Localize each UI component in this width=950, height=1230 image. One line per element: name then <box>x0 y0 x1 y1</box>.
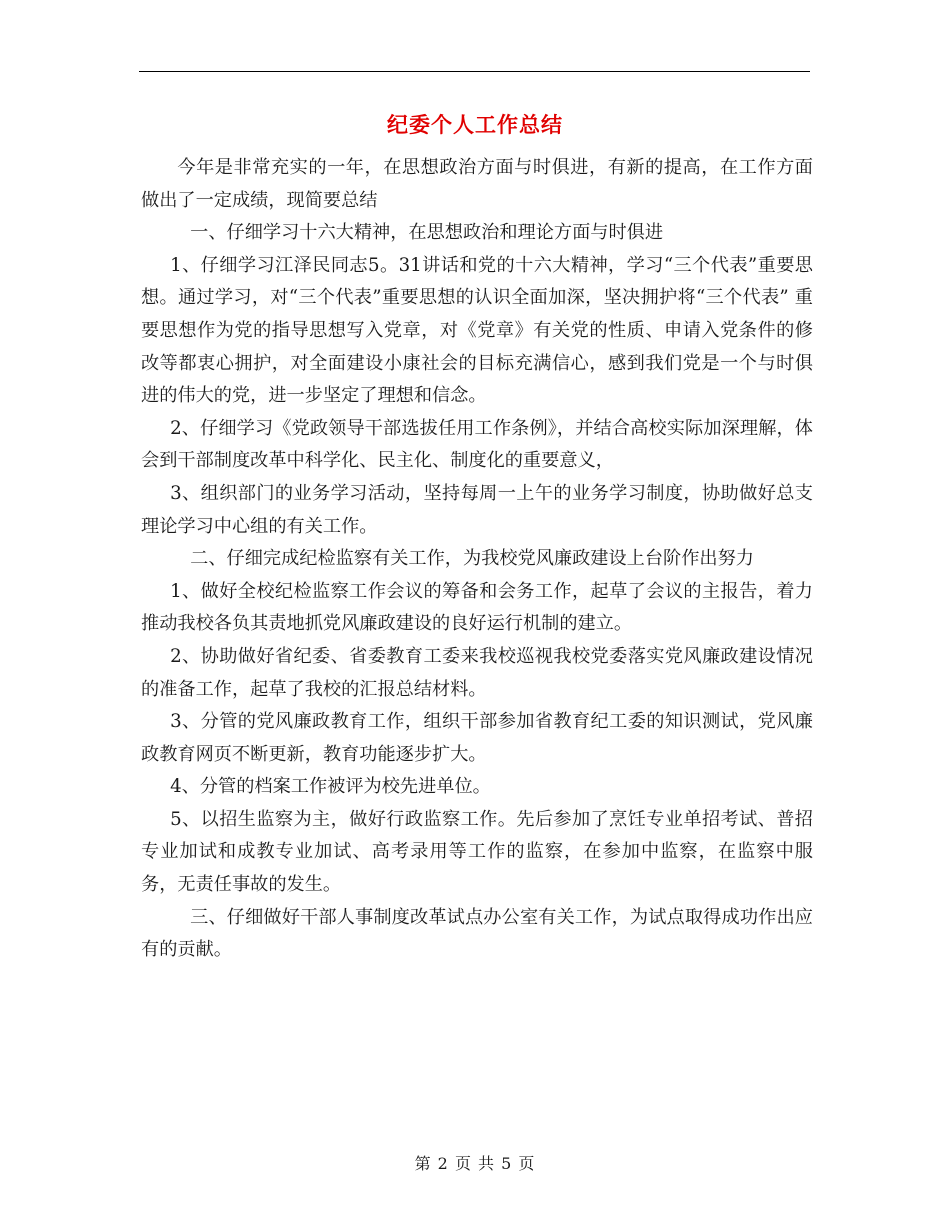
section-1-item-1: 1、仔细学习江泽民同志5。31讲话和党的十六大精神，学习“三个代表”重要思想。通过学习，对“三个代表”重要思想的认识全面加深，坚决拥护将“三个代表” 重要思想作为党的指导思想写入党章，对《党章》有关党的性质、申请入党条件的修改等都衷心拥护，对全面建设小康社会的目标充满信心，感到我们党是一个与时俱进的伟大的党，进一步坚定了理想和信念。 <box>141 254 813 407</box>
header-rule <box>139 71 810 72</box>
section-2-item-2: 2、协助做好省纪委、省委教育工委来我校巡视我校党委落实党风廉政建设情况的准备工作，起草了我校的汇报总结材料。 <box>141 645 813 700</box>
page-number: 第 2 页 共 5 页 <box>414 1154 536 1173</box>
section-2-item-4: 4、分管的档案工作被评为校先进单位。 <box>170 776 491 798</box>
section-heading-3: 三、仔细做好干部人事制度改革试点办公室有关工作，为试点取得成功作出应有的贡献。 <box>141 906 813 961</box>
document-title: 纪委个人工作总结 <box>387 112 563 137</box>
section-1-item-2: 2、仔细学习《党政领导干部选拔任用工作条例》，并结合高校实际加深理解，体会到干部制度改革中科学化、民主化、制度化的重要意义， <box>141 417 813 472</box>
section-2-item-3: 3、分管的党风廉政教育工作，组织干部参加省教育纪工委的知识测试，党风廉政教育网页不断更新，教育功能逐步扩大。 <box>141 711 813 765</box>
document-body <box>141 152 813 967</box>
section-1-item-3: 3、组织部门的业务学习活动，坚持每周一上午的业务学习制度，协助做好总支理论学习中心组的有关工作。 <box>141 482 813 537</box>
section-heading-2: 二、仔细完成纪检监察有关工作，为我校党风廉政建设上台阶作出努力 <box>190 548 754 570</box>
section-2-item-1: 1、做好全校纪检监察工作会议的筹备和会务工作，起草了会议的主报告，着力推动我校各负其责地抓党风廉政建设的良好运行机制的建立。 <box>141 580 813 635</box>
section-heading-1: 一、仔细学习十六大精神，在思想政治和理论方面与时俱进 <box>190 222 664 244</box>
intro-paragraph: 今年是非常充实的一年，在思想政治方面与时俱进，有新的提高，在工作方面做出了一定成绩，现简要总结 <box>141 157 813 211</box>
section-2-item-5: 5、以招生监察为主，做好行政监察工作。先后参加了烹饪专业单招考试、普招专业加试和成教专业加试、高考录用等工作的监察，在参加中监察，在监察中服务，无责任事故的发生。 <box>141 808 813 896</box>
